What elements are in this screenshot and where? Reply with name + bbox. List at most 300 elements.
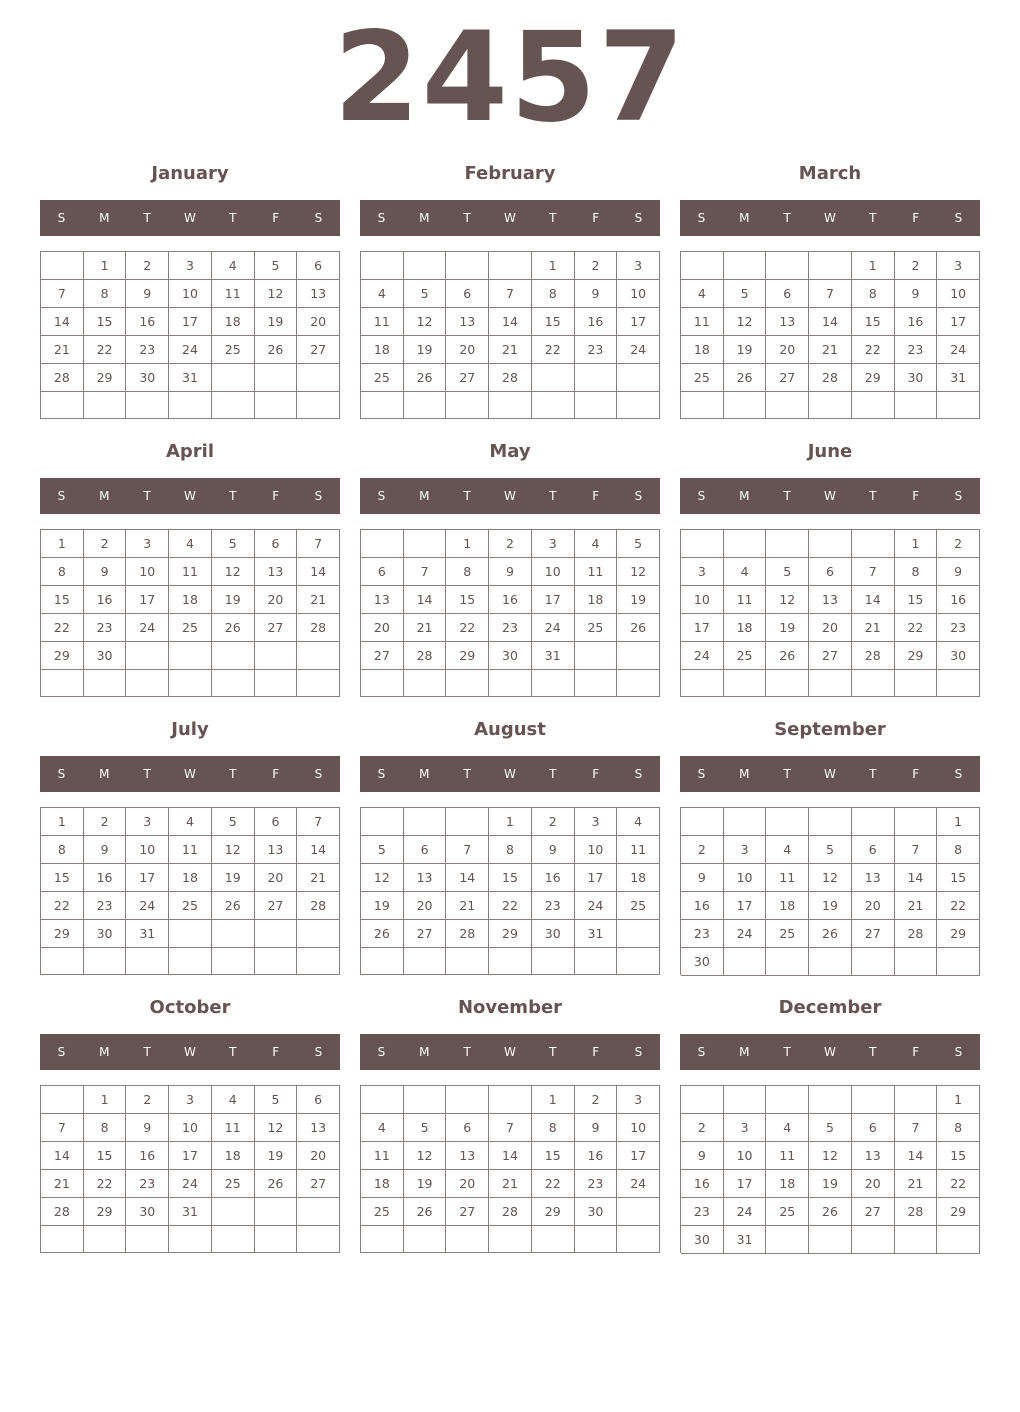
- day-cell[interactable]: 28: [895, 920, 938, 948]
- day-cell[interactable]: 6: [809, 558, 852, 586]
- day-cell[interactable]: 25: [212, 336, 255, 364]
- day-cell[interactable]: 5: [809, 836, 852, 864]
- day-cell[interactable]: 24: [681, 642, 724, 670]
- day-cell[interactable]: 20: [255, 864, 298, 892]
- day-cell[interactable]: 24: [617, 336, 660, 364]
- day-cell[interactable]: 24: [126, 614, 169, 642]
- day-cell[interactable]: 16: [126, 1142, 169, 1170]
- day-cell[interactable]: 26: [255, 1170, 298, 1198]
- day-cell[interactable]: 22: [84, 336, 127, 364]
- day-cell[interactable]: 15: [84, 1142, 127, 1170]
- day-cell[interactable]: 2: [575, 252, 618, 280]
- day-cell[interactable]: 5: [766, 558, 809, 586]
- day-cell[interactable]: 8: [852, 280, 895, 308]
- day-cell[interactable]: 4: [169, 530, 212, 558]
- day-cell[interactable]: 10: [937, 280, 980, 308]
- day-cell[interactable]: 26: [212, 892, 255, 920]
- day-cell[interactable]: 27: [361, 642, 404, 670]
- day-cell[interactable]: 20: [852, 892, 895, 920]
- day-cell[interactable]: 30: [126, 364, 169, 392]
- day-cell[interactable]: 18: [617, 864, 660, 892]
- day-cell[interactable]: 17: [724, 1170, 767, 1198]
- day-cell[interactable]: 12: [809, 864, 852, 892]
- day-cell[interactable]: 12: [404, 308, 447, 336]
- day-cell[interactable]: 8: [937, 1114, 980, 1142]
- day-cell[interactable]: 13: [404, 864, 447, 892]
- day-cell[interactable]: 20: [297, 308, 340, 336]
- day-cell[interactable]: 3: [126, 808, 169, 836]
- day-cell[interactable]: 21: [809, 336, 852, 364]
- day-cell[interactable]: 6: [852, 836, 895, 864]
- day-cell[interactable]: 10: [617, 1114, 660, 1142]
- day-cell[interactable]: 28: [489, 1198, 532, 1226]
- day-cell[interactable]: 1: [41, 530, 84, 558]
- day-cell[interactable]: 19: [404, 1170, 447, 1198]
- day-cell[interactable]: 20: [255, 586, 298, 614]
- day-cell[interactable]: 1: [84, 1086, 127, 1114]
- day-cell[interactable]: 4: [169, 808, 212, 836]
- day-cell[interactable]: 12: [361, 864, 404, 892]
- day-cell[interactable]: 31: [169, 364, 212, 392]
- day-cell[interactable]: 23: [532, 892, 575, 920]
- day-cell[interactable]: 11: [681, 308, 724, 336]
- day-cell[interactable]: 25: [724, 642, 767, 670]
- day-cell[interactable]: 9: [681, 1142, 724, 1170]
- day-cell[interactable]: 30: [895, 364, 938, 392]
- day-cell[interactable]: 29: [937, 920, 980, 948]
- day-cell[interactable]: 23: [489, 614, 532, 642]
- day-cell[interactable]: 8: [84, 280, 127, 308]
- day-cell[interactable]: 18: [361, 1170, 404, 1198]
- day-cell[interactable]: 3: [724, 1114, 767, 1142]
- day-cell[interactable]: 26: [361, 920, 404, 948]
- day-cell[interactable]: 27: [446, 364, 489, 392]
- day-cell[interactable]: 9: [126, 280, 169, 308]
- day-cell[interactable]: 10: [617, 280, 660, 308]
- day-cell[interactable]: 20: [446, 336, 489, 364]
- day-cell[interactable]: 18: [681, 336, 724, 364]
- day-cell[interactable]: 11: [766, 864, 809, 892]
- day-cell[interactable]: 4: [575, 530, 618, 558]
- day-cell[interactable]: 15: [532, 308, 575, 336]
- day-cell[interactable]: 3: [724, 836, 767, 864]
- day-cell[interactable]: 26: [255, 336, 298, 364]
- day-cell[interactable]: 13: [446, 1142, 489, 1170]
- day-cell[interactable]: 9: [575, 1114, 618, 1142]
- day-cell[interactable]: 11: [361, 1142, 404, 1170]
- day-cell[interactable]: 14: [895, 864, 938, 892]
- day-cell[interactable]: 12: [212, 836, 255, 864]
- day-cell[interactable]: 15: [895, 586, 938, 614]
- day-cell[interactable]: 13: [446, 308, 489, 336]
- day-cell[interactable]: 10: [169, 1114, 212, 1142]
- day-cell[interactable]: 15: [937, 864, 980, 892]
- day-cell[interactable]: 22: [937, 1170, 980, 1198]
- day-cell[interactable]: 6: [446, 1114, 489, 1142]
- day-cell[interactable]: 16: [84, 864, 127, 892]
- day-cell[interactable]: 16: [681, 892, 724, 920]
- day-cell[interactable]: 21: [895, 892, 938, 920]
- day-cell[interactable]: 25: [361, 1198, 404, 1226]
- day-cell[interactable]: 31: [126, 920, 169, 948]
- day-cell[interactable]: 7: [297, 808, 340, 836]
- day-cell[interactable]: 19: [212, 864, 255, 892]
- day-cell[interactable]: 25: [575, 614, 618, 642]
- day-cell[interactable]: 28: [809, 364, 852, 392]
- day-cell[interactable]: 4: [766, 1114, 809, 1142]
- day-cell[interactable]: 20: [852, 1170, 895, 1198]
- day-cell[interactable]: 31: [169, 1198, 212, 1226]
- day-cell[interactable]: 18: [766, 1170, 809, 1198]
- day-cell[interactable]: 6: [361, 558, 404, 586]
- day-cell[interactable]: 1: [489, 808, 532, 836]
- day-cell[interactable]: 30: [937, 642, 980, 670]
- day-cell[interactable]: 2: [681, 836, 724, 864]
- day-cell[interactable]: 6: [255, 808, 298, 836]
- day-cell[interactable]: 13: [255, 558, 298, 586]
- day-cell[interactable]: 9: [681, 864, 724, 892]
- day-cell[interactable]: 21: [852, 614, 895, 642]
- day-cell[interactable]: 18: [361, 336, 404, 364]
- day-cell[interactable]: 28: [895, 1198, 938, 1226]
- day-cell[interactable]: 23: [126, 336, 169, 364]
- day-cell[interactable]: 14: [297, 836, 340, 864]
- day-cell[interactable]: 14: [41, 308, 84, 336]
- day-cell[interactable]: 10: [532, 558, 575, 586]
- day-cell[interactable]: 16: [84, 586, 127, 614]
- day-cell[interactable]: 16: [532, 864, 575, 892]
- day-cell[interactable]: 22: [489, 892, 532, 920]
- day-cell[interactable]: 11: [169, 558, 212, 586]
- day-cell[interactable]: 2: [532, 808, 575, 836]
- day-cell[interactable]: 27: [852, 1198, 895, 1226]
- day-cell[interactable]: 9: [84, 558, 127, 586]
- day-cell[interactable]: 1: [937, 1086, 980, 1114]
- day-cell[interactable]: 20: [809, 614, 852, 642]
- day-cell[interactable]: 14: [41, 1142, 84, 1170]
- day-cell[interactable]: 3: [617, 252, 660, 280]
- day-cell[interactable]: 12: [617, 558, 660, 586]
- day-cell[interactable]: 14: [446, 864, 489, 892]
- day-cell[interactable]: 23: [575, 336, 618, 364]
- day-cell[interactable]: 24: [532, 614, 575, 642]
- day-cell[interactable]: 17: [169, 308, 212, 336]
- day-cell[interactable]: 13: [852, 1142, 895, 1170]
- day-cell[interactable]: 23: [895, 336, 938, 364]
- day-cell[interactable]: 28: [297, 892, 340, 920]
- day-cell[interactable]: 23: [681, 920, 724, 948]
- day-cell[interactable]: 28: [852, 642, 895, 670]
- day-cell[interactable]: 6: [446, 280, 489, 308]
- day-cell[interactable]: 4: [766, 836, 809, 864]
- day-cell[interactable]: 9: [126, 1114, 169, 1142]
- day-cell[interactable]: 25: [169, 892, 212, 920]
- day-cell[interactable]: 4: [212, 252, 255, 280]
- day-cell[interactable]: 30: [84, 920, 127, 948]
- day-cell[interactable]: 28: [297, 614, 340, 642]
- day-cell[interactable]: 24: [617, 1170, 660, 1198]
- day-cell[interactable]: 29: [532, 1198, 575, 1226]
- day-cell[interactable]: 30: [681, 948, 724, 976]
- day-cell[interactable]: 13: [297, 280, 340, 308]
- day-cell[interactable]: 19: [404, 336, 447, 364]
- day-cell[interactable]: 3: [532, 530, 575, 558]
- day-cell[interactable]: 18: [169, 586, 212, 614]
- day-cell[interactable]: 19: [212, 586, 255, 614]
- day-cell[interactable]: 8: [532, 1114, 575, 1142]
- day-cell[interactable]: 9: [895, 280, 938, 308]
- day-cell[interactable]: 4: [361, 1114, 404, 1142]
- day-cell[interactable]: 2: [681, 1114, 724, 1142]
- day-cell[interactable]: 24: [169, 1170, 212, 1198]
- day-cell[interactable]: 10: [126, 558, 169, 586]
- day-cell[interactable]: 27: [255, 614, 298, 642]
- day-cell[interactable]: 10: [575, 836, 618, 864]
- day-cell[interactable]: 20: [766, 336, 809, 364]
- day-cell[interactable]: 21: [297, 864, 340, 892]
- day-cell[interactable]: 21: [297, 586, 340, 614]
- day-cell[interactable]: 29: [489, 920, 532, 948]
- day-cell[interactable]: 7: [446, 836, 489, 864]
- day-cell[interactable]: 29: [41, 920, 84, 948]
- day-cell[interactable]: 13: [297, 1114, 340, 1142]
- day-cell[interactable]: 5: [212, 808, 255, 836]
- day-cell[interactable]: 22: [84, 1170, 127, 1198]
- day-cell[interactable]: 3: [169, 252, 212, 280]
- day-cell[interactable]: 13: [361, 586, 404, 614]
- day-cell[interactable]: 16: [895, 308, 938, 336]
- day-cell[interactable]: 22: [446, 614, 489, 642]
- day-cell[interactable]: 18: [212, 1142, 255, 1170]
- day-cell[interactable]: 2: [937, 530, 980, 558]
- day-cell[interactable]: 11: [724, 586, 767, 614]
- day-cell[interactable]: 23: [575, 1170, 618, 1198]
- day-cell[interactable]: 20: [446, 1170, 489, 1198]
- day-cell[interactable]: 30: [84, 642, 127, 670]
- day-cell[interactable]: 19: [255, 1142, 298, 1170]
- day-cell[interactable]: 5: [255, 252, 298, 280]
- day-cell[interactable]: 17: [937, 308, 980, 336]
- day-cell[interactable]: 15: [41, 586, 84, 614]
- day-cell[interactable]: 25: [617, 892, 660, 920]
- day-cell[interactable]: 4: [617, 808, 660, 836]
- day-cell[interactable]: 26: [809, 1198, 852, 1226]
- day-cell[interactable]: 1: [84, 252, 127, 280]
- day-cell[interactable]: 26: [724, 364, 767, 392]
- day-cell[interactable]: 19: [724, 336, 767, 364]
- day-cell[interactable]: 5: [361, 836, 404, 864]
- day-cell[interactable]: 2: [489, 530, 532, 558]
- day-cell[interactable]: 21: [895, 1170, 938, 1198]
- day-cell[interactable]: 12: [212, 558, 255, 586]
- day-cell[interactable]: 26: [212, 614, 255, 642]
- day-cell[interactable]: 1: [937, 808, 980, 836]
- day-cell[interactable]: 28: [41, 364, 84, 392]
- day-cell[interactable]: 2: [895, 252, 938, 280]
- day-cell[interactable]: 6: [255, 530, 298, 558]
- day-cell[interactable]: 30: [489, 642, 532, 670]
- day-cell[interactable]: 25: [766, 1198, 809, 1226]
- day-cell[interactable]: 30: [532, 920, 575, 948]
- day-cell[interactable]: 25: [169, 614, 212, 642]
- day-cell[interactable]: 18: [169, 864, 212, 892]
- day-cell[interactable]: 9: [937, 558, 980, 586]
- day-cell[interactable]: 27: [446, 1198, 489, 1226]
- day-cell[interactable]: 7: [297, 530, 340, 558]
- day-cell[interactable]: 24: [724, 1198, 767, 1226]
- day-cell[interactable]: 5: [617, 530, 660, 558]
- day-cell[interactable]: 30: [575, 1198, 618, 1226]
- day-cell[interactable]: 15: [852, 308, 895, 336]
- day-cell[interactable]: 2: [575, 1086, 618, 1114]
- day-cell[interactable]: 1: [852, 252, 895, 280]
- day-cell[interactable]: 27: [297, 336, 340, 364]
- day-cell[interactable]: 28: [404, 642, 447, 670]
- day-cell[interactable]: 9: [532, 836, 575, 864]
- day-cell[interactable]: 31: [724, 1226, 767, 1254]
- day-cell[interactable]: 23: [84, 892, 127, 920]
- day-cell[interactable]: 6: [404, 836, 447, 864]
- day-cell[interactable]: 6: [297, 252, 340, 280]
- day-cell[interactable]: 7: [895, 836, 938, 864]
- day-cell[interactable]: 29: [937, 1198, 980, 1226]
- day-cell[interactable]: 29: [852, 364, 895, 392]
- day-cell[interactable]: 14: [809, 308, 852, 336]
- day-cell[interactable]: 21: [41, 1170, 84, 1198]
- day-cell[interactable]: 13: [852, 864, 895, 892]
- day-cell[interactable]: 12: [809, 1142, 852, 1170]
- day-cell[interactable]: 14: [895, 1142, 938, 1170]
- day-cell[interactable]: 28: [489, 364, 532, 392]
- day-cell[interactable]: 16: [489, 586, 532, 614]
- day-cell[interactable]: 24: [126, 892, 169, 920]
- day-cell[interactable]: 5: [404, 1114, 447, 1142]
- day-cell[interactable]: 2: [126, 1086, 169, 1114]
- day-cell[interactable]: 17: [126, 586, 169, 614]
- day-cell[interactable]: 11: [575, 558, 618, 586]
- day-cell[interactable]: 15: [489, 864, 532, 892]
- day-cell[interactable]: 7: [41, 1114, 84, 1142]
- day-cell[interactable]: 19: [809, 1170, 852, 1198]
- day-cell[interactable]: 30: [681, 1226, 724, 1254]
- day-cell[interactable]: 26: [404, 364, 447, 392]
- day-cell[interactable]: 16: [575, 308, 618, 336]
- day-cell[interactable]: 23: [937, 614, 980, 642]
- day-cell[interactable]: 7: [41, 280, 84, 308]
- day-cell[interactable]: 8: [41, 558, 84, 586]
- day-cell[interactable]: 25: [766, 920, 809, 948]
- day-cell[interactable]: 7: [489, 280, 532, 308]
- day-cell[interactable]: 26: [809, 920, 852, 948]
- day-cell[interactable]: 17: [126, 864, 169, 892]
- day-cell[interactable]: 1: [532, 252, 575, 280]
- day-cell[interactable]: 27: [404, 920, 447, 948]
- day-cell[interactable]: 16: [126, 308, 169, 336]
- day-cell[interactable]: 8: [895, 558, 938, 586]
- day-cell[interactable]: 19: [255, 308, 298, 336]
- day-cell[interactable]: 5: [212, 530, 255, 558]
- day-cell[interactable]: 19: [361, 892, 404, 920]
- day-cell[interactable]: 7: [404, 558, 447, 586]
- day-cell[interactable]: 17: [617, 1142, 660, 1170]
- day-cell[interactable]: 6: [766, 280, 809, 308]
- day-cell[interactable]: 7: [489, 1114, 532, 1142]
- day-cell[interactable]: 27: [852, 920, 895, 948]
- day-cell[interactable]: 24: [169, 336, 212, 364]
- day-cell[interactable]: 10: [724, 864, 767, 892]
- day-cell[interactable]: 22: [532, 336, 575, 364]
- day-cell[interactable]: 5: [809, 1114, 852, 1142]
- day-cell[interactable]: 12: [404, 1142, 447, 1170]
- day-cell[interactable]: 29: [895, 642, 938, 670]
- day-cell[interactable]: 1: [446, 530, 489, 558]
- day-cell[interactable]: 17: [575, 864, 618, 892]
- day-cell[interactable]: 16: [937, 586, 980, 614]
- day-cell[interactable]: 31: [937, 364, 980, 392]
- day-cell[interactable]: 21: [489, 1170, 532, 1198]
- day-cell[interactable]: 2: [84, 530, 127, 558]
- day-cell[interactable]: 9: [575, 280, 618, 308]
- day-cell[interactable]: 12: [255, 1114, 298, 1142]
- day-cell[interactable]: 1: [532, 1086, 575, 1114]
- day-cell[interactable]: 3: [169, 1086, 212, 1114]
- day-cell[interactable]: 25: [681, 364, 724, 392]
- day-cell[interactable]: 21: [489, 336, 532, 364]
- day-cell[interactable]: 18: [724, 614, 767, 642]
- day-cell[interactable]: 4: [724, 558, 767, 586]
- day-cell[interactable]: 9: [84, 836, 127, 864]
- day-cell[interactable]: 11: [766, 1142, 809, 1170]
- day-cell[interactable]: 15: [446, 586, 489, 614]
- day-cell[interactable]: 4: [681, 280, 724, 308]
- day-cell[interactable]: 25: [361, 364, 404, 392]
- day-cell[interactable]: 11: [169, 836, 212, 864]
- day-cell[interactable]: 5: [724, 280, 767, 308]
- day-cell[interactable]: 14: [297, 558, 340, 586]
- day-cell[interactable]: 14: [404, 586, 447, 614]
- day-cell[interactable]: 8: [84, 1114, 127, 1142]
- day-cell[interactable]: 11: [212, 1114, 255, 1142]
- day-cell[interactable]: 27: [297, 1170, 340, 1198]
- day-cell[interactable]: 20: [361, 614, 404, 642]
- day-cell[interactable]: 13: [766, 308, 809, 336]
- day-cell[interactable]: 15: [41, 864, 84, 892]
- day-cell[interactable]: 4: [212, 1086, 255, 1114]
- day-cell[interactable]: 29: [84, 364, 127, 392]
- day-cell[interactable]: 18: [766, 892, 809, 920]
- day-cell[interactable]: 27: [255, 892, 298, 920]
- day-cell[interactable]: 12: [255, 280, 298, 308]
- day-cell[interactable]: 14: [489, 308, 532, 336]
- day-cell[interactable]: 3: [937, 252, 980, 280]
- day-cell[interactable]: 22: [895, 614, 938, 642]
- day-cell[interactable]: 22: [852, 336, 895, 364]
- day-cell[interactable]: 5: [404, 280, 447, 308]
- day-cell[interactable]: 28: [41, 1198, 84, 1226]
- day-cell[interactable]: 16: [681, 1170, 724, 1198]
- day-cell[interactable]: 27: [809, 642, 852, 670]
- day-cell[interactable]: 29: [446, 642, 489, 670]
- day-cell[interactable]: 8: [489, 836, 532, 864]
- day-cell[interactable]: 29: [84, 1198, 127, 1226]
- day-cell[interactable]: 3: [126, 530, 169, 558]
- day-cell[interactable]: 12: [724, 308, 767, 336]
- day-cell[interactable]: 27: [766, 364, 809, 392]
- day-cell[interactable]: 7: [895, 1114, 938, 1142]
- day-cell[interactable]: 8: [446, 558, 489, 586]
- day-cell[interactable]: 26: [617, 614, 660, 642]
- day-cell[interactable]: 21: [404, 614, 447, 642]
